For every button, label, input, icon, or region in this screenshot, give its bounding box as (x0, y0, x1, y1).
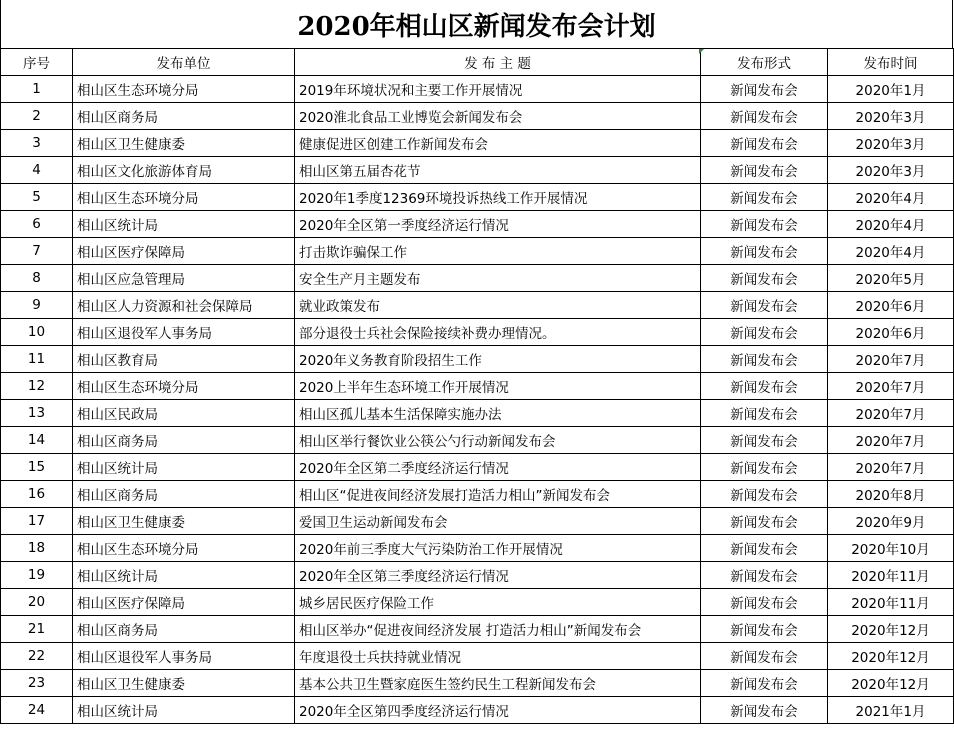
table-row (1, 616, 954, 643)
cell-form[interactable]: 新闻发布会 (701, 238, 828, 265)
cell-unit[interactable]: 相山区生态环境分局 (73, 373, 295, 400)
cell-time[interactable]: 2020年10月 (828, 535, 954, 562)
cell-time[interactable]: 2020年4月 (828, 238, 954, 265)
cell-unit[interactable]: 相山区应急管理局 (73, 265, 295, 292)
cell-topic[interactable]: 年度退役士兵扶持就业情况 (295, 643, 701, 670)
table-row (1, 130, 954, 157)
cell-form[interactable]: 新闻发布会 (701, 319, 828, 346)
cell-form[interactable]: 新闻发布会 (701, 535, 828, 562)
cell-form[interactable]: 新闻发布会 (701, 130, 828, 157)
cell-form[interactable]: 新闻发布会 (701, 427, 828, 454)
cell-unit[interactable]: 相山区文化旅游体育局 (73, 157, 295, 184)
cell-unit[interactable]: 相山区商务局 (73, 616, 295, 643)
cell-time[interactable]: 2020年12月 (828, 643, 954, 670)
cell-seq[interactable]: 4 (1, 157, 73, 184)
cell-seq[interactable]: 10 (1, 319, 73, 346)
cell-topic[interactable]: 相山区孤儿基本生活保障实施办法 (295, 400, 701, 427)
cell-topic[interactable]: 爱国卫生运动新闻发布会 (295, 508, 701, 535)
comment-marker-icon (699, 49, 704, 54)
cell-topic[interactable]: 健康促进区创建工作新闻发布会 (295, 130, 701, 157)
cell-topic[interactable]: 基本公共卫生暨家庭医生签约民生工程新闻发布会 (295, 670, 701, 697)
cell-form[interactable]: 新闻发布会 (701, 157, 828, 184)
cell-unit[interactable]: 相山区教育局 (73, 346, 295, 373)
cell-seq[interactable]: 2 (1, 103, 73, 130)
cell-form[interactable]: 新闻发布会 (701, 454, 828, 481)
cell-topic[interactable]: 2020年全区第四季度经济运行情况 (295, 697, 701, 724)
cell-time[interactable]: 2020年12月 (828, 670, 954, 697)
cell-topic[interactable]: 相山区举行餐饮业公筷公勺行动新闻发布会 (295, 427, 701, 454)
cell-topic[interactable]: 相山区第五届杏花节 (295, 157, 701, 184)
cell-unit[interactable]: 相山区卫生健康委 (73, 508, 295, 535)
cell-form[interactable]: 新闻发布会 (701, 508, 828, 535)
cell-seq[interactable]: 3 (1, 130, 73, 157)
cell-seq[interactable]: 1 (1, 76, 73, 103)
cell-seq[interactable]: 21 (1, 616, 73, 643)
cell-unit[interactable]: 相山区生态环境分局 (73, 535, 295, 562)
cell-form[interactable]: 新闻发布会 (701, 670, 828, 697)
sheet-title[interactable]: 2020年相山区新闻发布会计划 (0, 0, 953, 49)
table-row (1, 319, 954, 346)
table-row (1, 562, 954, 589)
header-seq[interactable]: 序号 (1, 49, 73, 76)
cell-time[interactable]: 2020年5月 (828, 265, 954, 292)
cell-time[interactable]: 2020年7月 (828, 373, 954, 400)
cell-form[interactable]: 新闻发布会 (701, 184, 828, 211)
cell-form[interactable]: 新闻发布会 (701, 697, 828, 724)
cell-topic[interactable]: 2020年全区第二季度经济运行情况 (295, 454, 701, 481)
cell-time[interactable]: 2020年7月 (828, 400, 954, 427)
cell-topic[interactable]: 2020年义务教育阶段招生工作 (295, 346, 701, 373)
table-row (1, 373, 954, 400)
table-row (1, 346, 954, 373)
cell-seq[interactable]: 5 (1, 184, 73, 211)
cell-seq[interactable]: 7 (1, 238, 73, 265)
cell-form[interactable]: 新闻发布会 (701, 346, 828, 373)
cell-seq[interactable]: 20 (1, 589, 73, 616)
table-row (1, 589, 954, 616)
cell-time[interactable]: 2020年3月 (828, 157, 954, 184)
cell-form[interactable]: 新闻发布会 (701, 481, 828, 508)
cell-topic[interactable]: 城乡居民医疗保险工作 (295, 589, 701, 616)
table-row (1, 454, 954, 481)
cell-unit[interactable]: 相山区退役军人事务局 (73, 643, 295, 670)
cell-time[interactable]: 2020年3月 (828, 103, 954, 130)
table-row (1, 238, 954, 265)
cell-form[interactable]: 新闻发布会 (701, 292, 828, 319)
header-unit[interactable]: 发布单位 (73, 49, 295, 76)
table-row (1, 481, 954, 508)
table-row (1, 292, 954, 319)
cell-topic[interactable]: 就业政策发布 (295, 292, 701, 319)
cell-time[interactable]: 2020年4月 (828, 211, 954, 238)
cell-topic[interactable]: 2020年1季度12369环境投诉热线工作开展情况 (295, 184, 701, 211)
cell-unit[interactable]: 相山区生态环境分局 (73, 184, 295, 211)
cell-topic[interactable]: 2020淮北食品工业博览会新闻发布会 (295, 103, 701, 130)
cell-time[interactable]: 2020年3月 (828, 130, 954, 157)
cell-topic[interactable]: 2020上半年生态环境工作开展情况 (295, 373, 701, 400)
cell-seq[interactable]: 9 (1, 292, 73, 319)
cell-form[interactable]: 新闻发布会 (701, 400, 828, 427)
cell-time[interactable]: 2020年11月 (828, 589, 954, 616)
cell-time[interactable]: 2020年12月 (828, 616, 954, 643)
table-row (1, 211, 954, 238)
cell-unit[interactable]: 相山区医疗保障局 (73, 589, 295, 616)
table-row (1, 535, 954, 562)
cell-unit[interactable]: 相山区生态环境分局 (73, 76, 295, 103)
cell-topic[interactable]: 2020年全区第三季度经济运行情况 (295, 562, 701, 589)
cell-seq[interactable]: 23 (1, 670, 73, 697)
cell-form[interactable]: 新闻发布会 (701, 616, 828, 643)
cell-time[interactable]: 2020年6月 (828, 292, 954, 319)
table-row (1, 184, 954, 211)
cell-topic[interactable]: 相山区举办“促进夜间经济发展 打造活力相山”新闻发布会 (295, 616, 701, 643)
cell-form[interactable]: 新闻发布会 (701, 562, 828, 589)
cell-unit[interactable]: 相山区医疗保障局 (73, 238, 295, 265)
cell-time[interactable]: 2020年7月 (828, 346, 954, 373)
cell-time[interactable]: 2020年4月 (828, 184, 954, 211)
cell-seq[interactable]: 12 (1, 373, 73, 400)
cell-seq[interactable]: 15 (1, 454, 73, 481)
press-conference-table (0, 48, 954, 724)
cell-topic[interactable]: 打击欺诈骗保工作 (295, 238, 701, 265)
table-row (1, 643, 954, 670)
cell-unit[interactable]: 相山区卫生健康委 (73, 670, 295, 697)
cell-form[interactable]: 新闻发布会 (701, 265, 828, 292)
cell-unit[interactable]: 相山区卫生健康委 (73, 130, 295, 157)
header-row (1, 49, 954, 76)
table-row (1, 103, 954, 130)
cell-form[interactable]: 新闻发布会 (701, 211, 828, 238)
cell-time[interactable]: 2021年1月 (828, 697, 954, 724)
cell-time[interactable]: 2020年7月 (828, 454, 954, 481)
cell-unit[interactable]: 相山区商务局 (73, 103, 295, 130)
cell-time[interactable]: 2020年1月 (828, 76, 954, 103)
cell-unit[interactable]: 相山区商务局 (73, 481, 295, 508)
cell-form[interactable]: 新闻发布会 (701, 373, 828, 400)
cell-seq[interactable]: 6 (1, 211, 73, 238)
cell-topic[interactable]: 相山区“促进夜间经济发展打造活力相山”新闻发布会 (295, 481, 701, 508)
table-row (1, 76, 954, 103)
cell-topic[interactable]: 2019年环境状况和主要工作开展情况 (295, 76, 701, 103)
cell-seq[interactable]: 16 (1, 481, 73, 508)
cell-seq[interactable]: 8 (1, 265, 73, 292)
cell-form[interactable]: 新闻发布会 (701, 589, 828, 616)
cell-seq[interactable]: 14 (1, 427, 73, 454)
cell-seq[interactable]: 24 (1, 697, 73, 724)
cell-seq[interactable]: 13 (1, 400, 73, 427)
cell-seq[interactable]: 22 (1, 643, 73, 670)
cell-unit[interactable]: 相山区统计局 (73, 697, 295, 724)
table-row (1, 157, 954, 184)
cell-unit[interactable]: 相山区民政局 (73, 400, 295, 427)
cell-unit[interactable]: 相山区统计局 (73, 562, 295, 589)
cell-topic[interactable]: 部分退役士兵社会保险接续补费办理情况。 (295, 319, 701, 346)
cell-unit[interactable]: 相山区商务局 (73, 427, 295, 454)
cell-unit[interactable]: 相山区统计局 (73, 211, 295, 238)
cell-topic[interactable]: 安全生产月主题发布 (295, 265, 701, 292)
table-row (1, 670, 954, 697)
cell-time[interactable]: 2020年8月 (828, 481, 954, 508)
cell-form[interactable]: 新闻发布会 (701, 76, 828, 103)
cell-seq[interactable]: 19 (1, 562, 73, 589)
cell-time[interactable]: 2020年7月 (828, 427, 954, 454)
table-row (1, 508, 954, 535)
table-row (1, 400, 954, 427)
cell-seq[interactable]: 17 (1, 508, 73, 535)
cell-unit[interactable]: 相山区退役军人事务局 (73, 319, 295, 346)
header-topic[interactable]: 发 布 主 题 (295, 49, 701, 76)
cell-seq[interactable]: 18 (1, 535, 73, 562)
cell-seq[interactable]: 11 (1, 346, 73, 373)
cell-unit[interactable]: 相山区统计局 (73, 454, 295, 481)
table-row (1, 427, 954, 454)
cell-unit[interactable]: 相山区人力资源和社会保障局 (73, 292, 295, 319)
cell-time[interactable]: 2020年11月 (828, 562, 954, 589)
cell-topic[interactable]: 2020年前三季度大气污染防治工作开展情况 (295, 535, 701, 562)
table-row (1, 697, 954, 724)
header-form[interactable]: 发布形式 (701, 49, 828, 76)
cell-time[interactable]: 2020年6月 (828, 319, 954, 346)
cell-form[interactable]: 新闻发布会 (701, 103, 828, 130)
cell-form[interactable]: 新闻发布会 (701, 643, 828, 670)
table-row (1, 265, 954, 292)
header-time[interactable]: 发布时间 (828, 49, 954, 76)
cell-topic[interactable]: 2020年全区第一季度经济运行情况 (295, 211, 701, 238)
cell-time[interactable]: 2020年9月 (828, 508, 954, 535)
